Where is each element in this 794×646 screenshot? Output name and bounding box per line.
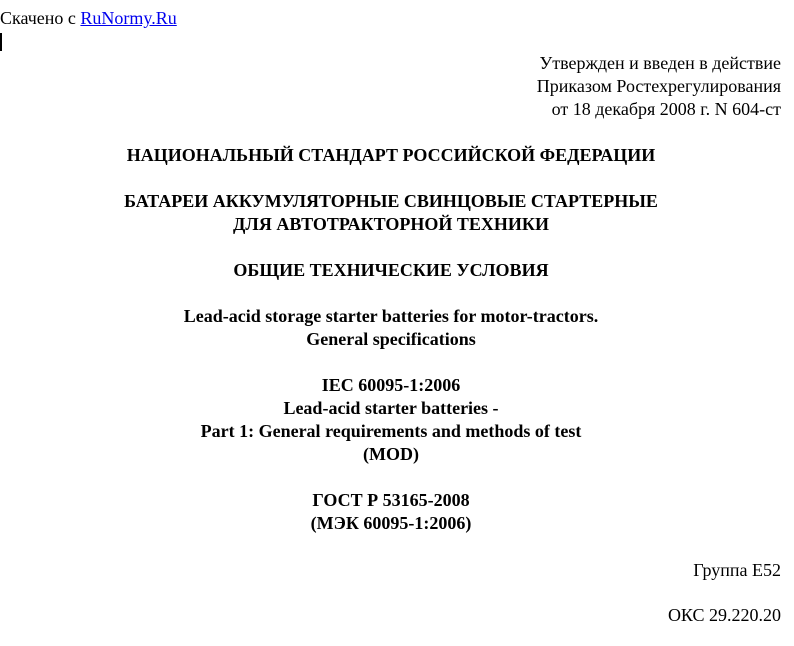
- standard-type-text: НАЦИОНАЛЬНЫЙ СТАНДАРТ РОССИЙСКОЙ ФЕДЕРАЦИИ: [126, 145, 656, 165]
- oks-code: ОКС 29.220.20: [667, 605, 781, 625]
- document-subtitle: [0, 259, 782, 282]
- text-cursor: [0, 33, 2, 51]
- iec-number: IEC 60095-1:2006: [321, 375, 461, 395]
- document-title-line2: ДЛЯ АВТОТРАКТОРНОЙ ТЕХНИКИ: [233, 214, 549, 234]
- download-source-line: [0, 7, 177, 30]
- site-link[interactable]: RuNormy.Ru: [80, 8, 177, 28]
- document-subtitle-text: ОБЩИЕ ТЕХНИЧЕСКИЕ УСЛОВИЯ: [233, 260, 549, 280]
- approval-date: от 18 декабря 2008 г. N 604-ст: [551, 99, 781, 119]
- gost-reference: [0, 489, 782, 535]
- approval-line: Утвержден и введен в действие: [539, 53, 781, 73]
- iec-reference: [0, 374, 782, 466]
- document-title-line1: БАТАРЕИ АККУМУЛЯТОРНЫЕ СВИНЦОВЫЕ СТАРТЕРНЫЕ: [124, 191, 658, 211]
- gost-equivalent: (МЭК 60095-1:2006): [310, 513, 472, 533]
- group-code: Группа Е52: [693, 560, 781, 580]
- standard-type: [0, 144, 782, 167]
- english-title-line2: General specifications: [306, 329, 476, 349]
- gost-number: ГОСТ Р 53165-2008: [312, 490, 470, 510]
- approval-block: [537, 52, 781, 121]
- iec-title-line1: Lead-acid starter batteries -: [283, 398, 499, 418]
- english-title: [0, 305, 782, 351]
- english-title-line1: Lead-acid storage starter batteries for motor-tractors.: [183, 306, 599, 326]
- download-source-prefix: Скачено с: [0, 8, 81, 28]
- document-title: [0, 190, 782, 236]
- iec-modification: (MOD): [363, 444, 419, 464]
- iec-title-line2: Part 1: General requirements and methods of test: [200, 421, 582, 441]
- approval-order: Приказом Ростехрегулирования: [536, 76, 781, 96]
